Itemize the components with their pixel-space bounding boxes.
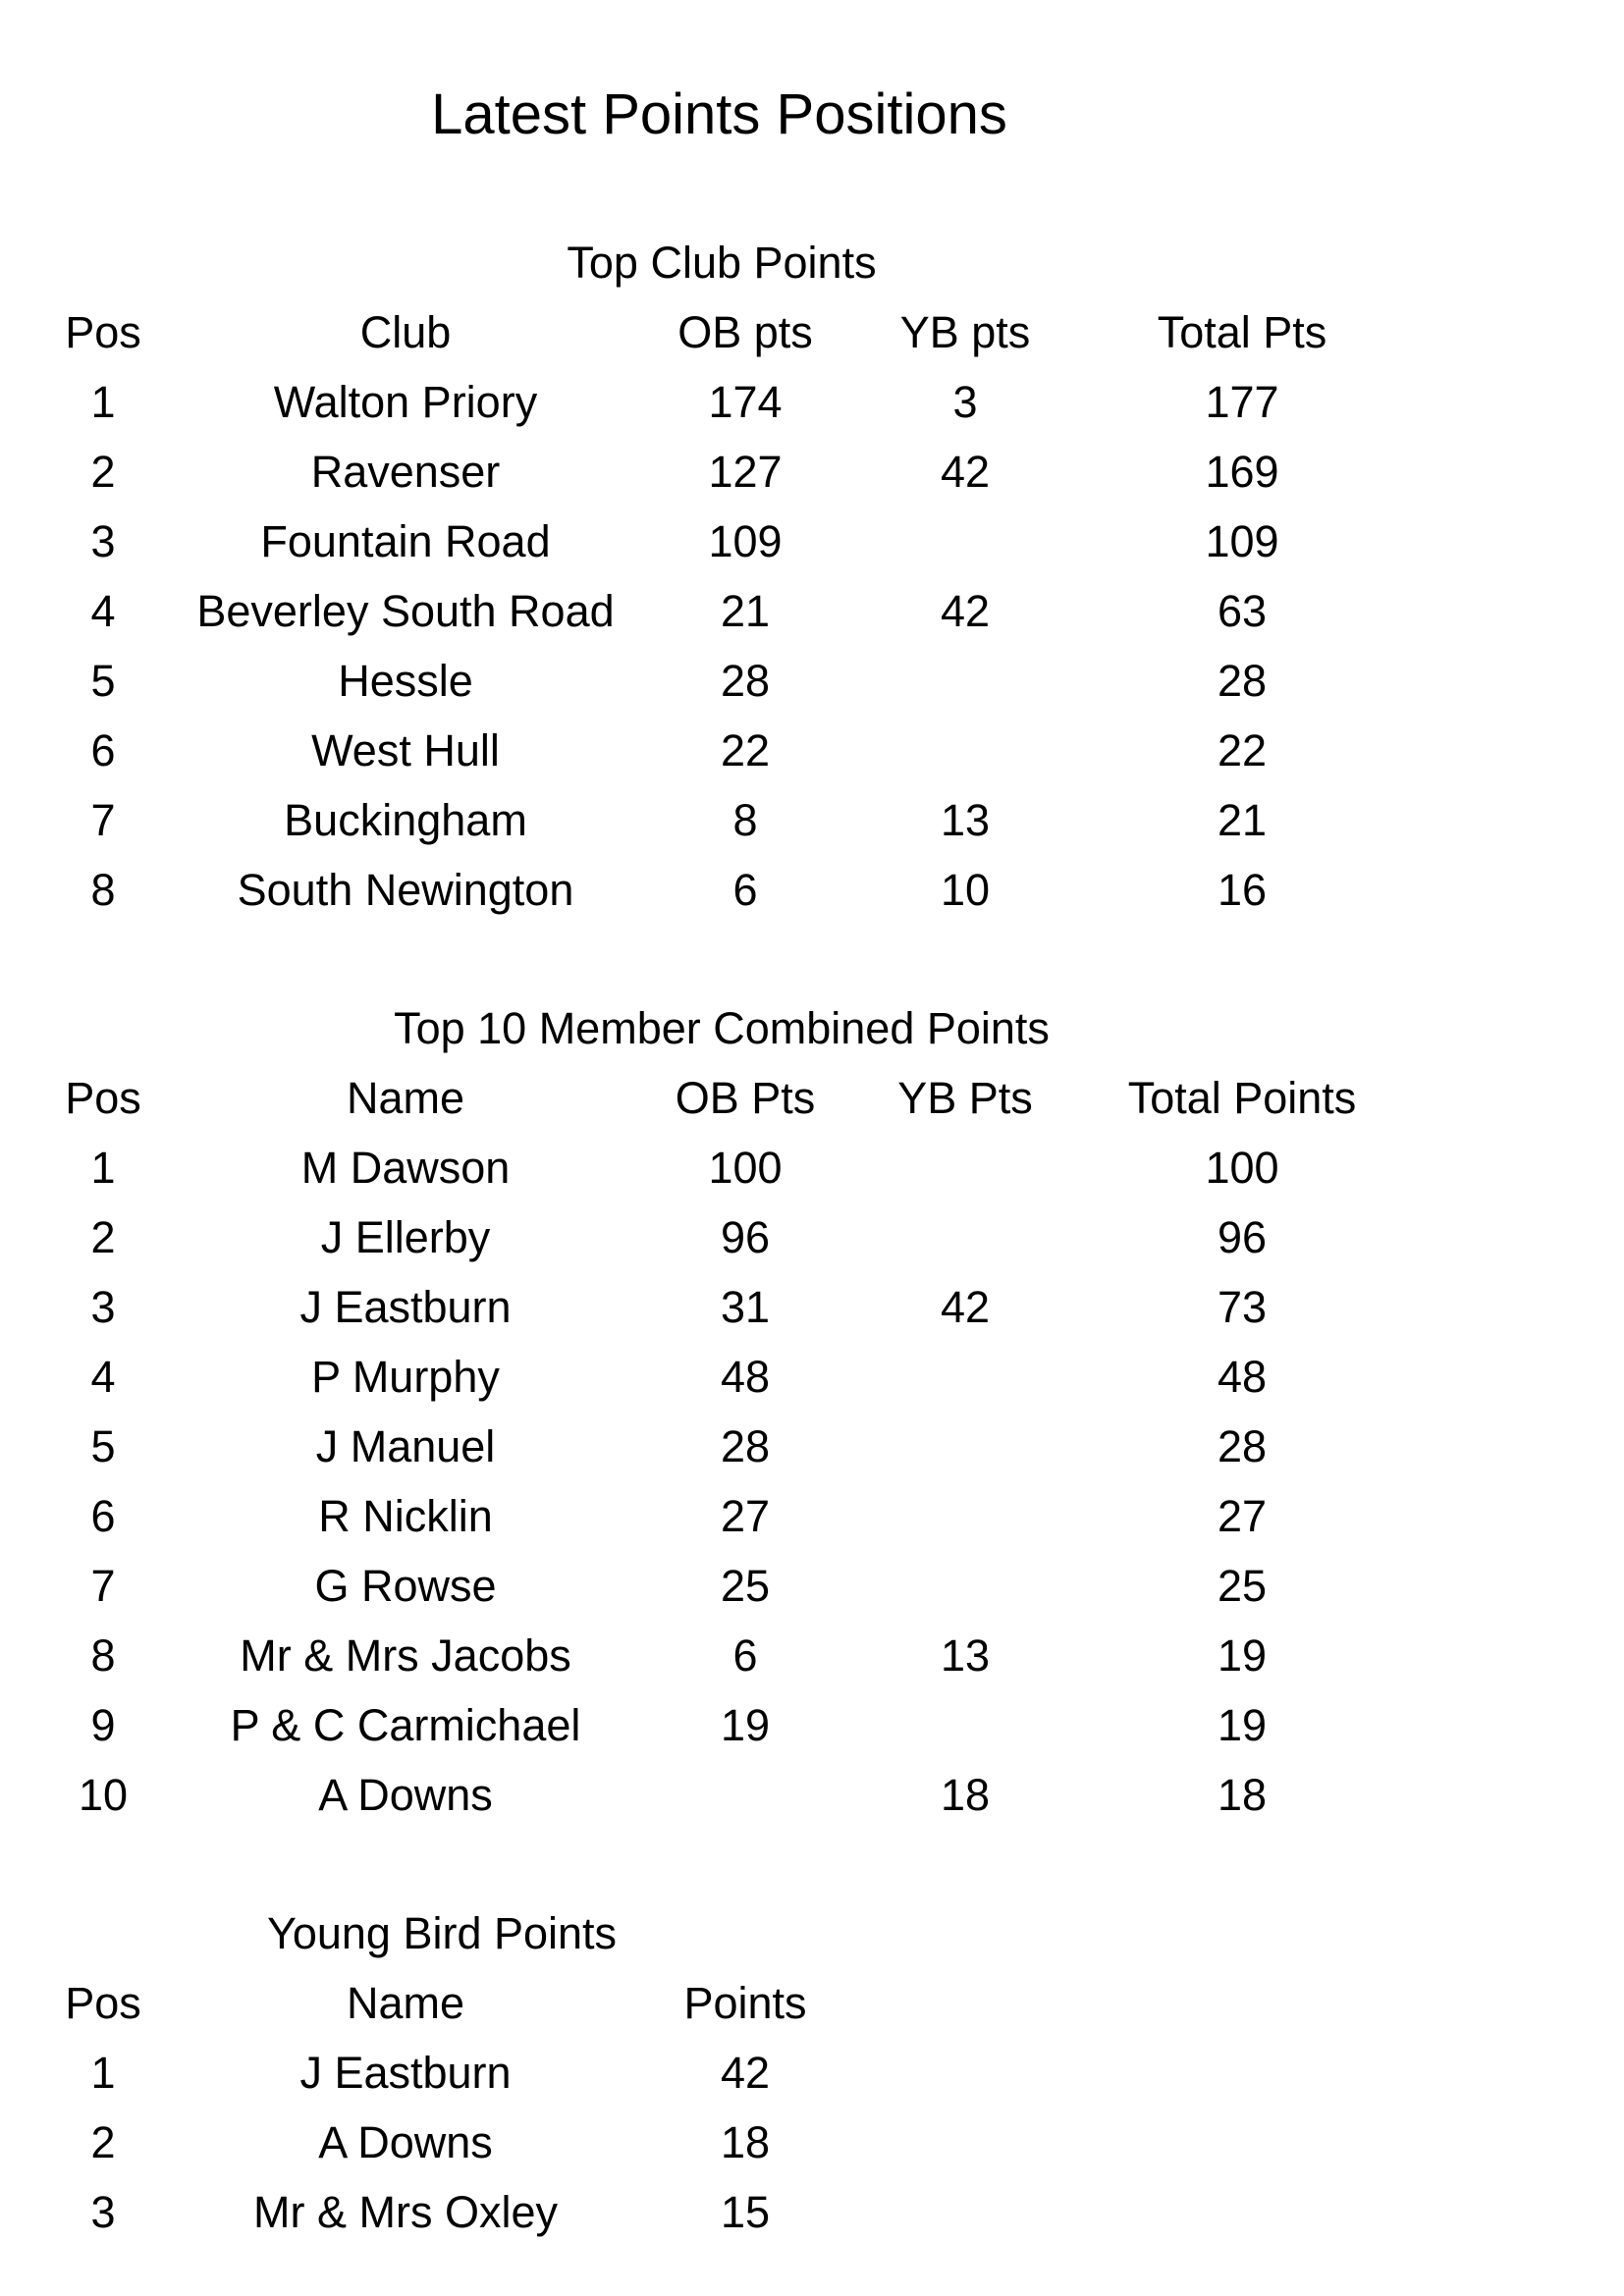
table-row (0, 795, 1624, 857)
ob-points-cell: 127 (708, 447, 783, 497)
total-points-cell: 28 (1217, 656, 1268, 706)
column-header-name: Name (346, 1978, 465, 2028)
position-cell: 5 (90, 1421, 116, 1471)
ob-points-cell: 48 (720, 1352, 771, 1402)
page-title: Latest Points Positions (431, 82, 1007, 146)
ob-points-cell: 6 (732, 1630, 758, 1681)
young-bird-points-header-row (0, 1978, 1624, 2040)
points-cell: 15 (720, 2187, 771, 2237)
table-row (0, 725, 1624, 787)
column-header-yb-pts: YB pts (899, 307, 1031, 357)
ob-points-cell: 22 (720, 725, 771, 775)
table-row (0, 656, 1624, 718)
table-row (0, 1212, 1624, 1274)
table-row (0, 1143, 1624, 1204)
column-header-club: Club (359, 307, 452, 357)
total-points-cell: 19 (1217, 1630, 1268, 1681)
ob-points-cell: 109 (708, 516, 783, 566)
position-cell: 7 (90, 1561, 116, 1611)
total-points-cell: 27 (1217, 1491, 1268, 1541)
table-row (0, 1282, 1624, 1344)
table-row (0, 516, 1624, 578)
ob-points-cell: 6 (732, 865, 758, 915)
position-cell: 2 (90, 2117, 116, 2167)
club-name-cell: South Newington (237, 865, 574, 915)
total-points-cell: 96 (1217, 1212, 1268, 1262)
member-name-cell: J Eastburn (299, 1282, 512, 1332)
member-name-cell: A Downs (318, 1770, 493, 1820)
position-cell: 4 (90, 586, 116, 636)
position-cell: 3 (90, 516, 116, 566)
total-points-cell: 18 (1217, 1770, 1268, 1820)
column-header-ob-pts: OB pts (677, 307, 813, 357)
club-name-cell: Ravenser (310, 447, 501, 497)
member-name-cell: A Downs (318, 2117, 493, 2167)
total-points-cell: 63 (1217, 586, 1268, 636)
member-name-cell: J Eastburn (299, 2048, 512, 2098)
position-cell: 1 (90, 377, 116, 427)
table-row (0, 1421, 1624, 1483)
ob-points-cell: 21 (720, 586, 771, 636)
member-name-cell: Mr & Mrs Jacobs (240, 1630, 571, 1681)
yb-points-cell: 3 (952, 377, 978, 427)
yb-points-cell: 42 (940, 1282, 991, 1332)
ob-points-cell: 8 (732, 795, 758, 845)
total-points-cell: 100 (1205, 1143, 1279, 1193)
ob-points-cell: 25 (720, 1561, 771, 1611)
column-header-yb-pts: YB Pts (897, 1073, 1033, 1123)
position-cell: 8 (90, 1630, 116, 1681)
position-cell: 10 (78, 1770, 129, 1820)
total-points-cell: 28 (1217, 1421, 1268, 1471)
position-cell: 6 (90, 1491, 116, 1541)
total-points-cell: 177 (1205, 377, 1279, 427)
club-name-cell: West Hull (311, 725, 500, 775)
yb-points-cell: 13 (940, 795, 991, 845)
column-header-total-points: Total Points (1127, 1073, 1357, 1123)
total-points-cell: 109 (1205, 516, 1279, 566)
yb-points-cell: 42 (940, 447, 991, 497)
member-name-cell: P & C Carmichael (230, 1700, 581, 1750)
column-header-total-pts: Total Pts (1157, 307, 1327, 357)
position-cell: 3 (90, 1282, 116, 1332)
member-points-header-row (0, 1073, 1624, 1135)
club-name-cell: Walton Priory (273, 377, 538, 427)
position-cell: 6 (90, 725, 116, 775)
position-cell: 2 (90, 1212, 116, 1262)
points-cell: 18 (720, 2117, 771, 2167)
table-row (0, 1700, 1624, 1762)
table-row (0, 1491, 1624, 1553)
position-cell: 9 (90, 1700, 116, 1750)
club-name-cell: Fountain Road (260, 516, 551, 566)
yb-points-cell: 18 (940, 1770, 991, 1820)
position-cell: 7 (90, 795, 116, 845)
column-header-pos: Pos (65, 1978, 141, 2028)
member-name-cell: R Nicklin (318, 1491, 493, 1541)
total-points-cell: 25 (1217, 1561, 1268, 1611)
club-points-header-row (0, 307, 1624, 369)
position-cell: 3 (90, 2187, 116, 2237)
member-name-cell: M Dawson (300, 1143, 511, 1193)
table-row (0, 1352, 1624, 1414)
member-name-cell: P Murphy (311, 1352, 500, 1402)
table-row (0, 377, 1624, 439)
ob-points-cell: 31 (720, 1282, 771, 1332)
total-points-cell: 19 (1217, 1700, 1268, 1750)
club-name-cell: Beverley South Road (196, 586, 615, 636)
table-row (0, 1630, 1624, 1692)
position-cell: 1 (90, 1143, 116, 1193)
yb-points-cell: 13 (940, 1630, 991, 1681)
position-cell: 8 (90, 865, 116, 915)
table-row (0, 2048, 1624, 2109)
ob-points-cell: 174 (708, 377, 783, 427)
position-cell: 4 (90, 1352, 116, 1402)
yb-points-cell: 10 (940, 865, 991, 915)
total-points-cell: 73 (1217, 1282, 1268, 1332)
club-name-cell: Hessle (338, 656, 473, 706)
ob-points-cell: 28 (720, 1421, 771, 1471)
member-name-cell: G Rowse (314, 1561, 497, 1611)
ob-points-cell: 19 (720, 1700, 771, 1750)
yb-points-cell: 42 (940, 586, 991, 636)
table-row (0, 447, 1624, 508)
position-cell: 5 (90, 656, 116, 706)
position-cell: 2 (90, 447, 116, 497)
club-points-heading: Top Club Points (567, 238, 877, 288)
table-row (0, 586, 1624, 648)
column-header-pos: Pos (65, 307, 141, 357)
table-row (0, 1770, 1624, 1832)
table-row (0, 865, 1624, 927)
member-name-cell: Mr & Mrs Oxley (253, 2187, 558, 2237)
table-row (0, 1561, 1624, 1623)
total-points-cell: 16 (1217, 865, 1268, 915)
member-name-cell: J Ellerby (320, 1212, 491, 1262)
table-row (0, 2187, 1624, 2249)
ob-points-cell: 96 (720, 1212, 771, 1262)
club-name-cell: Buckingham (284, 795, 527, 845)
position-cell: 1 (90, 2048, 116, 2098)
total-points-cell: 48 (1217, 1352, 1268, 1402)
total-points-cell: 169 (1205, 447, 1279, 497)
ob-points-cell: 100 (708, 1143, 783, 1193)
member-name-cell: J Manuel (315, 1421, 496, 1471)
column-header-name: Name (346, 1073, 465, 1123)
column-header-ob-pts: OB Pts (675, 1073, 816, 1123)
column-header-points: Points (683, 1978, 807, 2028)
points-cell: 42 (720, 2048, 771, 2098)
table-row (0, 2117, 1624, 2179)
ob-points-cell: 27 (720, 1491, 771, 1541)
total-points-cell: 21 (1217, 795, 1268, 845)
young-bird-points-heading: Young Bird Points (266, 1908, 618, 1958)
ob-points-cell: 28 (720, 656, 771, 706)
column-header-pos: Pos (65, 1073, 141, 1123)
total-points-cell: 22 (1217, 725, 1268, 775)
member-points-heading: Top 10 Member Combined Points (394, 1003, 1050, 1053)
